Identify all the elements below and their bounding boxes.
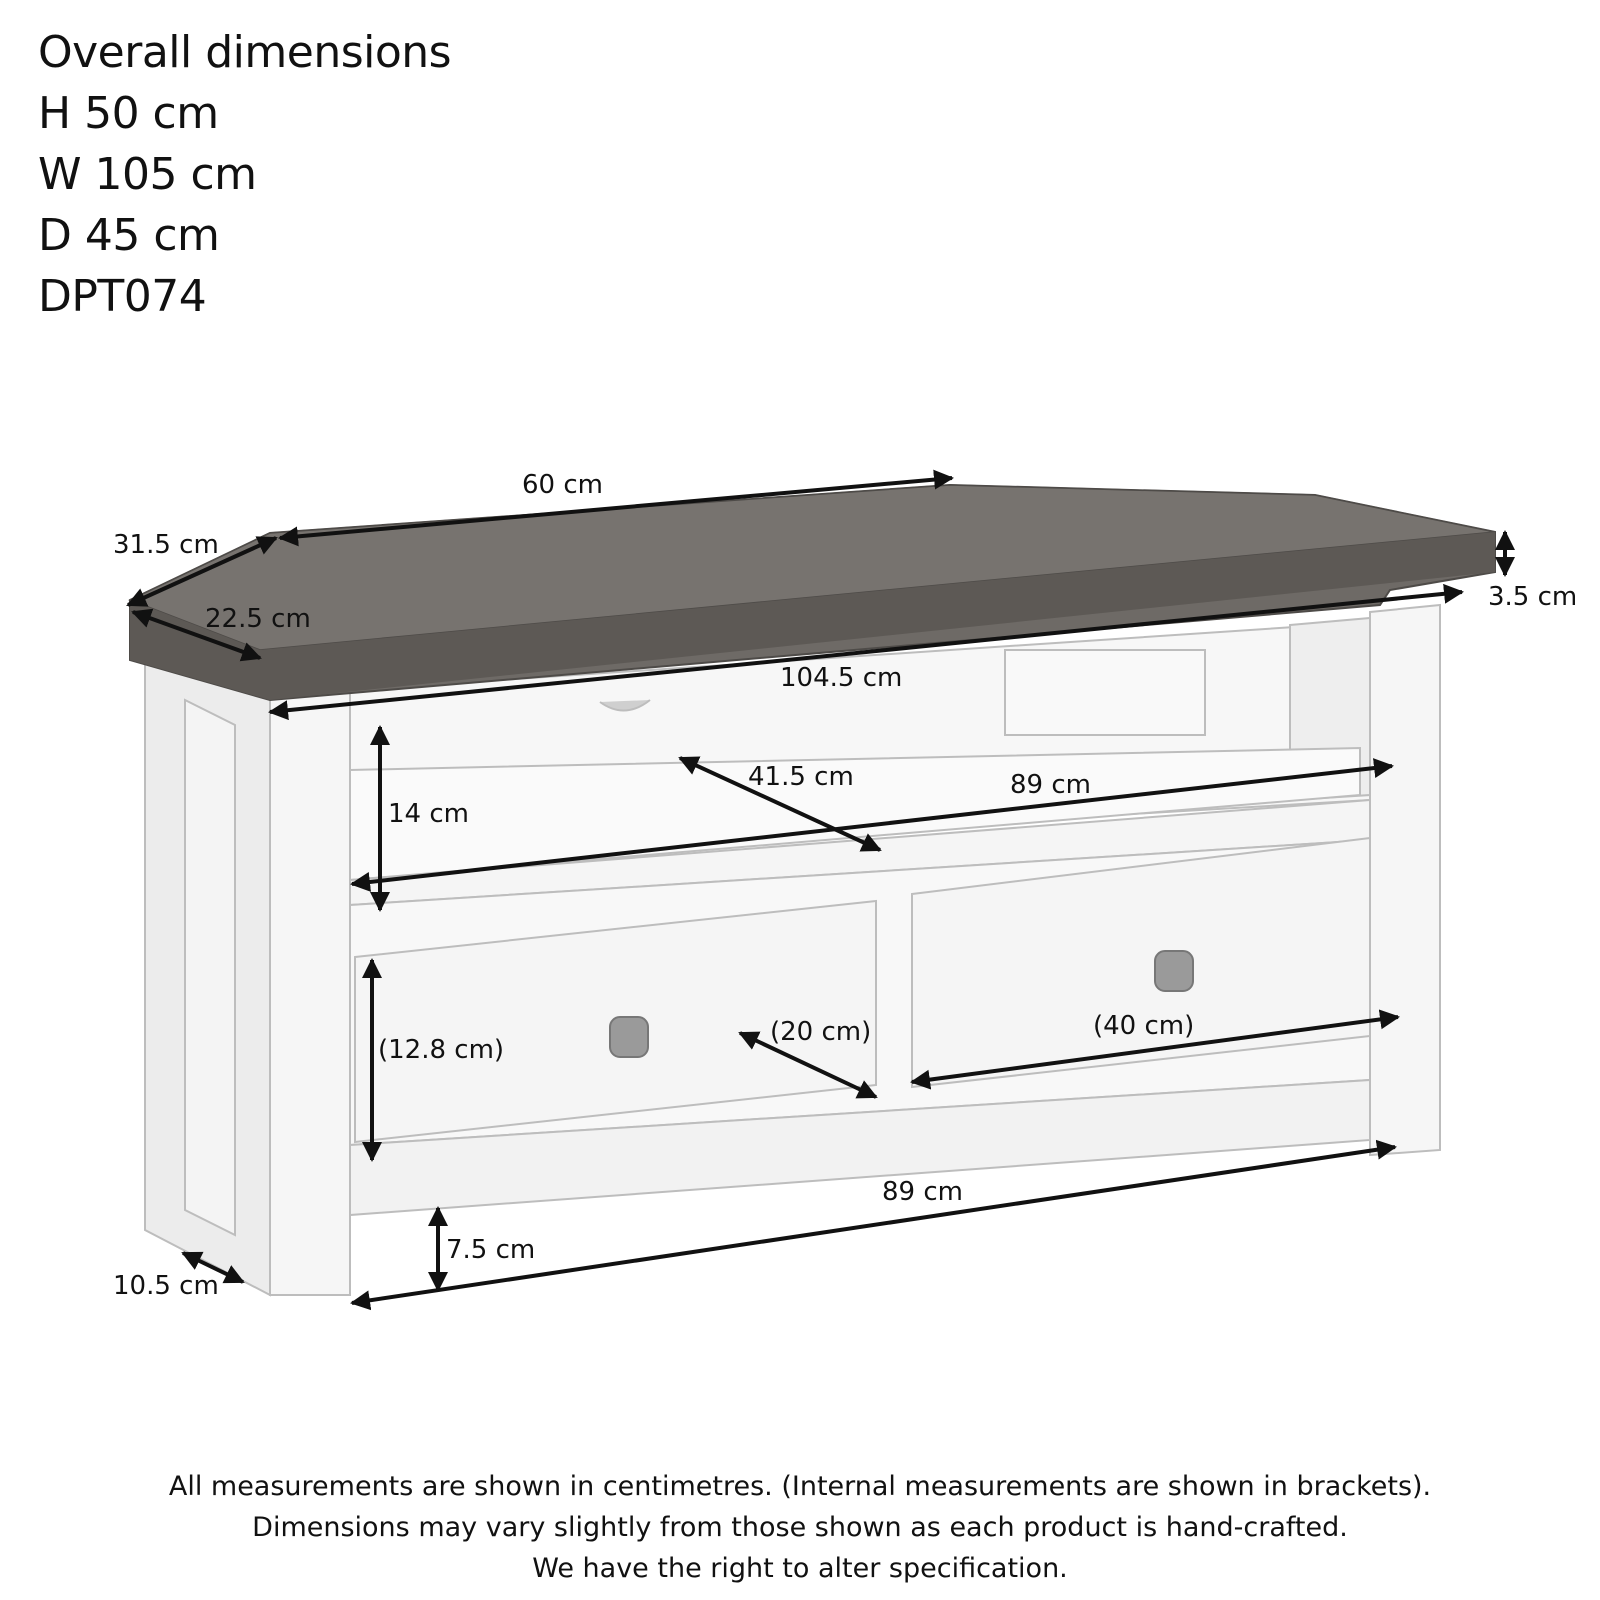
tv-unit-illustration (145, 605, 1440, 1295)
label-top-back: 60 cm (522, 470, 603, 500)
footer-line-2: Dimensions may vary slightly from those shown as each product is hand-crafted. (252, 1512, 1348, 1543)
left-front-leg (270, 690, 350, 1295)
overall-width: W 105 cm (38, 149, 257, 200)
label-drawer-width: (40 cm) (1093, 1011, 1195, 1041)
label-drawer-depth: (20 cm) (770, 1017, 872, 1047)
label-side-depth: 22.5 cm (205, 604, 311, 634)
product-code: DPT074 (38, 271, 207, 322)
right-drawer-knob (1155, 951, 1193, 991)
label-shelf-width: 89 cm (1010, 770, 1091, 800)
overall-depth: D 45 cm (38, 210, 220, 261)
right-leg (1370, 605, 1440, 1155)
label-shelf-height: 14 cm (388, 799, 469, 829)
footer-line-1: All measurements are shown in centimetres. (Internal measurements are shown in brackets). (168, 1471, 1432, 1502)
back-panel (1005, 650, 1205, 735)
label-plinth-height: 7.5 cm (446, 1235, 536, 1265)
overall-height: H 50 cm (38, 88, 219, 139)
label-top-front: 104.5 cm (780, 663, 903, 693)
label-leg-width: 10.5 cm (113, 1271, 219, 1301)
left-drawer-knob (610, 1017, 648, 1057)
label-top-thickness: 3.5 cm (1488, 582, 1578, 612)
label-base-width: 89 cm (882, 1177, 963, 1207)
label-shelf-depth: 41.5 cm (748, 762, 854, 792)
footer-line-3: We have the right to alter specification. (532, 1553, 1068, 1584)
left-side-inset (185, 700, 235, 1235)
label-side-back: 31.5 cm (113, 530, 219, 560)
overall-dimensions-title: Overall dimensions (38, 27, 452, 78)
footer-notes (0, 1466, 1600, 1589)
label-drawer-height: (12.8 cm) (378, 1035, 505, 1065)
